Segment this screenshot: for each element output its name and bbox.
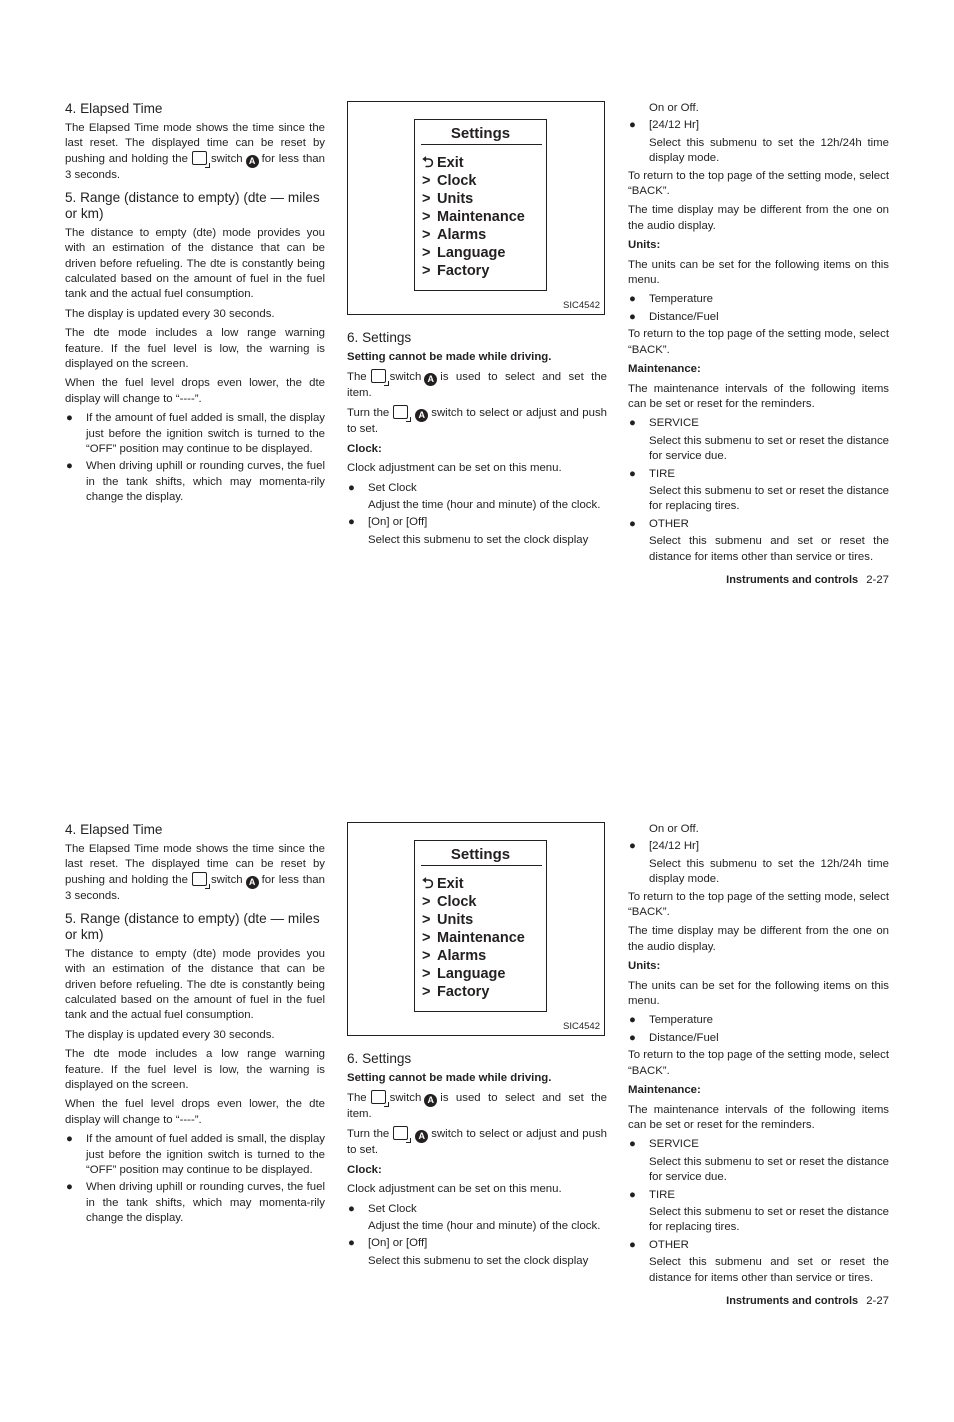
list-item: ● OTHER [628, 517, 889, 532]
back-arrow-icon: ⮌ [422, 155, 434, 171]
a-circle-icon: A [246, 155, 259, 168]
settings-screen [414, 119, 547, 291]
menu-item-alarms: > Alarms [422, 227, 487, 243]
footer-section: Instruments and controls [726, 1295, 859, 1307]
bullet-icon: ● [348, 516, 355, 529]
clock-paragraph: Clock adjustment can be set on this menu. [347, 1183, 562, 1196]
figure-code: SIC4542 [563, 1021, 600, 1032]
paragraph-back-1: To return to the top page of the setting mode, select “BACK”. [628, 169, 889, 198]
bullet-icon: ● [629, 1138, 636, 1151]
paragraph-range-3: The dte mode includes a low range warning feature. If the fuel level is low, the warning is displayed on the screen. [65, 327, 325, 370]
list-item-desc: Select this submenu to set the 12h/24h time display mode. [649, 857, 889, 886]
list-item: ● Temperature [628, 292, 889, 307]
column-middle [347, 1051, 607, 1271]
list-item: ● If the amount of fuel added is small, the display just before the ignition switch is turned to the “OFF” position may continue to be displayed. [66, 1133, 325, 1176]
chevron-right-icon: > [422, 263, 431, 279]
heading-elapsed-time: 4. Elapsed Time [65, 822, 163, 837]
chevron-right-icon: > [422, 245, 431, 261]
steering-switch-icon [192, 151, 207, 165]
list-item-desc: Select this submenu to set or reset the distance for service due. [649, 434, 889, 463]
screen-title: Settings [450, 846, 511, 863]
list-item: ● Distance/Fuel [628, 1031, 889, 1046]
list-item-desc: Select this submenu to set or reset the distance for replacing tires. [649, 1205, 889, 1234]
paragraph-range-4: When the fuel level drops even lower, the dte display will change to “----”. [65, 1098, 325, 1126]
bullet-icon: ● [629, 467, 636, 480]
bullet-icon: ● [348, 1202, 355, 1215]
page-footer [726, 1295, 889, 1307]
menu-item-factory: > Factory [422, 984, 490, 1000]
list-item: ● [On] or [Off] [347, 1236, 607, 1251]
chevron-right-icon: > [422, 930, 431, 946]
maintenance-paragraph: The maintenance intervals of the following items can be set or reset for the reminders. [628, 1103, 889, 1131]
heading-range: 5. Range (distance to empty) (dte — miles or km) [65, 189, 320, 222]
bullet-icon: ● [629, 293, 636, 306]
continued-text: On or Off. [649, 823, 699, 835]
paragraph-range-2: The display is updated every 30 seconds. [65, 307, 275, 320]
bullet-icon: ● [348, 1237, 355, 1250]
list-item: ● When driving uphill or rounding curves, the fuel in the tank shifts, which may momenta-rily change the display. [66, 1181, 325, 1225]
page-top [0, 101, 954, 701]
paragraph-range-1: The distance to empty (dte) mode provides you with an estimation of the distance that can be driven before refueling. The dte is constantly being calculated based on the amount of fuel in the fuel tank and the actual fuel consumption. [65, 226, 325, 301]
screen-title: Settings [450, 125, 511, 142]
menu-item-units: > Units [422, 191, 474, 207]
list-item-desc: Adjust the time (hour and minute) of the clock. [368, 498, 601, 511]
menu-item-exit: ⮌ Exit [422, 155, 464, 171]
chevron-right-icon: > [422, 227, 431, 243]
paragraph-back-1: To return to the top page of the setting mode, select “BACK”. [628, 890, 889, 919]
list-item: ● Temperature [628, 1013, 889, 1028]
bullet-icon: ● [66, 1133, 73, 1146]
paragraph-switch-2: Turn the A switch to select or adjust and push to set. [347, 1128, 607, 1157]
a-circle-icon: A [415, 1130, 428, 1143]
page-footer [726, 574, 889, 586]
paragraph-back-2: To return to the top page of the setting mode, select “BACK”. [628, 328, 889, 356]
menu-item-alarms: > Alarms [422, 948, 487, 964]
paragraph-elapsed: The Elapsed Time mode shows the time since the last reset. The displayed time can be reset by pushing and holding the switch A for less than 3 seconds. [65, 121, 325, 182]
paragraph-switch-1: The switch A is used to select and set the item. [347, 1091, 607, 1120]
list-item: ● Distance/Fuel [628, 310, 889, 325]
chevron-right-icon: > [422, 173, 431, 189]
list-item: ● Set Clock [347, 1202, 607, 1217]
figure-code: SIC4542 [563, 300, 600, 311]
divider [421, 144, 542, 145]
bullet-icon: ● [629, 1188, 636, 1201]
bullet-icon: ● [66, 460, 73, 473]
list-item: ● [On] or [Off] [347, 515, 607, 530]
list-item: ● If the amount of fuel added is small, the display just before the ignition switch is turned to the “OFF” position may continue to be displayed. [66, 412, 325, 455]
list-item-desc: Adjust the time (hour and minute) of the clock. [368, 1219, 601, 1232]
steering-switch-icon [393, 405, 408, 419]
settings-figure [347, 101, 605, 315]
units-paragraph: The units can be set for the following items on this menu. [628, 258, 889, 287]
bullet-icon: ● [629, 1238, 636, 1251]
maintenance-heading: Maintenance: [628, 1084, 701, 1097]
settings-screen [414, 840, 547, 1012]
menu-item-maintenance: > Maintenance [422, 930, 525, 946]
list-item-desc: Select this submenu and set or reset the distance for items other than service or tires. [649, 535, 889, 563]
list-item: ● [24/12 Hr] [628, 118, 889, 133]
warning-text: Setting cannot be made while driving. [347, 1071, 552, 1084]
maintenance-heading: Maintenance: [628, 363, 701, 376]
list-item: ● TIRE [628, 1188, 889, 1203]
heading-range: 5. Range (distance to empty) (dte — miles or km) [65, 910, 320, 943]
paragraph-switch-2: Turn the A switch to select or adjust and push to set. [347, 407, 607, 436]
list-item-desc: Select this submenu to set or reset the distance for replacing tires. [649, 484, 889, 513]
a-circle-icon: A [424, 373, 437, 386]
column-left [65, 101, 325, 508]
column-middle [347, 330, 607, 550]
menu-item-exit: ⮌ Exit [422, 876, 464, 892]
list-item-desc: Select this submenu to set the 12h/24h time display mode. [649, 136, 889, 165]
warning-text: Setting cannot be made while driving. [347, 350, 552, 363]
chevron-right-icon: > [422, 191, 431, 207]
column-right [628, 822, 889, 1288]
clock-heading: Clock: [347, 442, 382, 455]
bullet-icon: ● [629, 1014, 636, 1027]
a-circle-icon: A [415, 409, 428, 422]
paragraph-range-1: The distance to empty (dte) mode provides you with an estimation of the distance that can be driven before refueling. The dte is constantly being calculated based on the amount of fuel in the fuel tank and the actual fuel consumption. [65, 947, 325, 1022]
menu-item-factory: > Factory [422, 263, 490, 279]
a-circle-icon: A [424, 1094, 437, 1107]
list-item: ● When driving uphill or rounding curves, the fuel in the tank shifts, which may momenta-rily change the display. [66, 460, 325, 504]
menu-item-maintenance: > Maintenance [422, 209, 525, 225]
chevron-right-icon: > [422, 209, 431, 225]
list-item: ● SERVICE [628, 416, 889, 431]
bullet-icon: ● [629, 517, 636, 530]
chevron-right-icon: > [422, 984, 431, 1000]
paragraph-switch-1: The switch A is used to select and set the item. [347, 370, 607, 399]
steering-switch-icon [192, 872, 207, 886]
paragraph-range-3: The dte mode includes a low range warning feature. If the fuel level is low, the warning is displayed on the screen. [65, 1048, 325, 1091]
maintenance-paragraph: The maintenance intervals of the following items can be set or reset for the reminders. [628, 382, 889, 410]
divider [421, 865, 542, 866]
bullet-icon: ● [66, 412, 73, 425]
paragraph-audio: The time display may be different from the one on the audio display. [628, 925, 889, 953]
chevron-right-icon: > [422, 948, 431, 964]
bullet-icon: ● [629, 417, 636, 430]
column-left [65, 822, 325, 1229]
page-number: 2-27 [866, 1295, 889, 1307]
continued-text: On or Off. [649, 102, 699, 114]
heading-elapsed-time: 4. Elapsed Time [65, 101, 163, 116]
chevron-right-icon: > [422, 966, 431, 982]
units-heading: Units: [628, 239, 661, 252]
list-item: ● SERVICE [628, 1137, 889, 1152]
list-item-desc: Select this submenu and set or reset the distance for items other than service or tires. [649, 1256, 889, 1284]
list-item-desc: Select this submenu to set or reset the distance for service due. [649, 1155, 889, 1184]
chevron-right-icon: > [422, 894, 431, 910]
heading-settings: 6. Settings [347, 1051, 412, 1066]
paragraph-range-2: The display is updated every 30 seconds. [65, 1028, 275, 1041]
steering-switch-icon [393, 1126, 408, 1140]
steering-switch-icon [371, 1090, 386, 1104]
settings-menu [422, 154, 525, 280]
list-item: ● OTHER [628, 1238, 889, 1253]
list-item: ● [24/12 Hr] [628, 839, 889, 854]
list-item-desc: Select this submenu to set the clock display [368, 1254, 589, 1267]
bullet-icon: ● [629, 840, 636, 853]
paragraph-elapsed: The Elapsed Time mode shows the time since the last reset. The displayed time can be reset by pushing and holding the switch A for less than 3 seconds. [65, 842, 325, 903]
bullet-icon: ● [348, 481, 355, 494]
heading-settings: 6. Settings [347, 330, 412, 345]
column-right [628, 101, 889, 567]
list-item: ● Set Clock [347, 481, 607, 496]
menu-item-language: > Language [422, 966, 506, 982]
settings-figure [347, 822, 605, 1036]
bullet-icon: ● [629, 1031, 636, 1044]
bullet-icon: ● [66, 1181, 73, 1194]
paragraph-range-4: When the fuel level drops even lower, the dte display will change to “----”. [65, 377, 325, 405]
page-bottom [0, 822, 954, 1422]
bullet-icon: ● [629, 310, 636, 323]
menu-item-clock: > Clock [422, 894, 477, 910]
menu-item-units: > Units [422, 912, 474, 928]
paragraph-back-2: To return to the top page of the setting mode, select “BACK”. [628, 1049, 889, 1077]
chevron-right-icon: > [422, 912, 431, 928]
clock-paragraph: Clock adjustment can be set on this menu. [347, 462, 562, 475]
footer-section: Instruments and controls [726, 574, 859, 586]
units-heading: Units: [628, 960, 661, 973]
units-paragraph: The units can be set for the following items on this menu. [628, 979, 889, 1008]
steering-switch-icon [371, 369, 386, 383]
list-item-desc: Select this submenu to set the clock display [368, 533, 589, 546]
settings-menu [422, 875, 525, 1001]
a-circle-icon: A [246, 876, 259, 889]
page-number: 2-27 [866, 574, 889, 586]
menu-item-language: > Language [422, 245, 506, 261]
bullet-icon: ● [629, 119, 636, 132]
clock-heading: Clock: [347, 1163, 382, 1176]
back-arrow-icon: ⮌ [422, 876, 434, 892]
list-item: ● TIRE [628, 467, 889, 482]
menu-item-clock: > Clock [422, 173, 477, 189]
paragraph-audio: The time display may be different from the one on the audio display. [628, 204, 889, 232]
